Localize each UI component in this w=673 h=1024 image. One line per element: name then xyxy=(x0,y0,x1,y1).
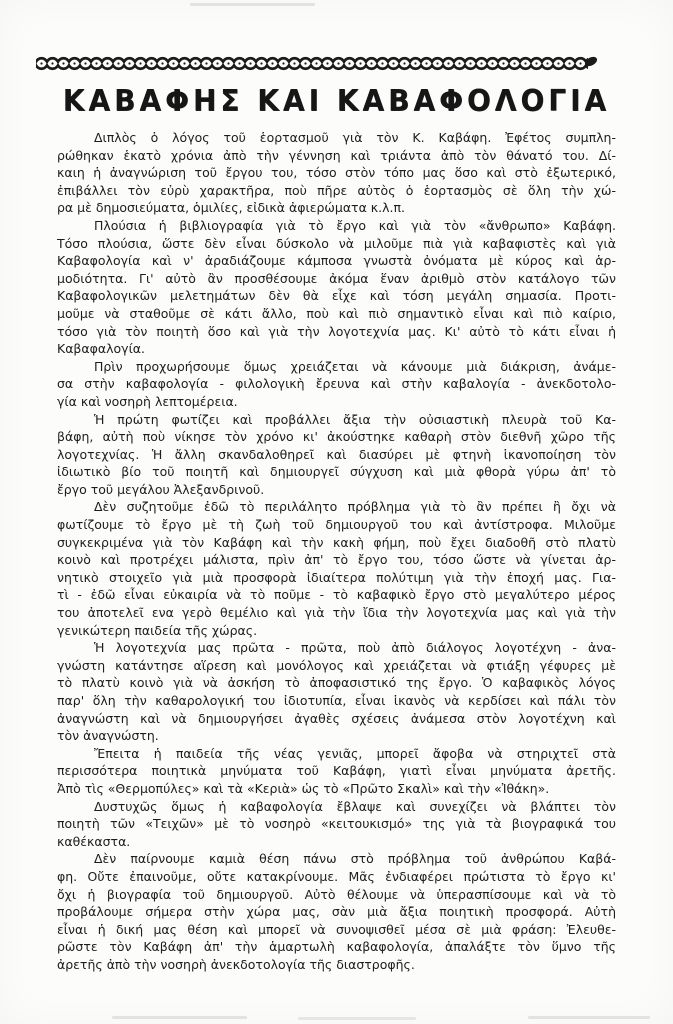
text-line: βάφη, αὐτὴ ποὺ νίκησε τὸν χρόνο κι' ἀκούστηκε καθαρὴ στὸν διεθνῆ χῶρο τῆς xyxy=(57,429,616,445)
text-line: σα στὴν καβαφολογία - φιλολογικὴ ἔρευνα καὶ στὴν καβαλογία - ἀνεκδοτολο- xyxy=(57,376,616,392)
text-line: παρ' ὅλη τὴν καθαρολογική του ἰδιοτυπία, εἶναι ἱκανὸς νὰ κερδίσει καὶ πάλι τὸν xyxy=(57,693,616,708)
text-line: Πρὶν προχωρήσουμε ὅμως χρειάζεται νὰ κάνουμε μιὰ διάκριση, ἀνάμε- xyxy=(94,358,616,374)
paragraph xyxy=(57,639,616,745)
text-line: προβάλουμε σήμερα στὴν χώρα μας, σὰν μιὰ ἄξια ποιητικὴ προσφορά. Αὐτὴ xyxy=(57,904,616,920)
text-line: εἶναι ἡ δική μας θέση καὶ μπορεῖ νὰ συνοψισθεῖ μέσα σὲ μιὰ φράση: Ἐλευθε- xyxy=(57,921,616,937)
text-line: ἀρετῆς ἀπὸ τὴν νοσηρὴ ἀνεκδοτολογία τῆς διαστροφῆς. xyxy=(57,956,415,972)
text-line: Διπλὸς ὁ λόγος τοῦ ἑορτασμοῦ γιὰ τὸν Κ. Καβάφη. Ἐφέτος συμπλη- xyxy=(94,130,616,145)
text-line: ποιητὴ τῶν «Τειχῶν» μὲ τὸ νοσηρὸ «κειτουκισμό» της γιὰ τὰ βιογραφικά του xyxy=(57,816,616,832)
text-line: Καβαφολογικῶν μελετημάτων δὲν θὰ εἶχε καὶ τόση μεγάλη σημασία. Προτι- xyxy=(57,288,616,304)
paragraph xyxy=(57,411,616,499)
text-line: ἀναγνώστη καὶ νὰ δημιουργήσει ἀγαθὲς σχέσεις ἀνάμεσα στὸν λογοτέχνη καὶ xyxy=(57,710,616,726)
paragraph xyxy=(57,798,616,851)
text-line: τὸ πλατὺ κοινὸ γιὰ νὰ ἀσκήση τὸ ἀποφασιστικό της ἔργο. Ὁ καβαφικὸς λόγος xyxy=(57,675,616,691)
text-line: Δυστυχῶς ὅμως ἡ καβαφολογία ἔβλαψε καὶ συνεχίζει νὰ βλάπτει τὸν xyxy=(94,798,616,814)
text-line: Δὲν παίρνουμε καμιὰ θέση πάνω στὸ πρόβλημα τοῦ ἀνθρώπου Καβά- xyxy=(94,851,616,867)
text-line: καθέκαστα. xyxy=(57,833,131,849)
braid-rule-ornament xyxy=(36,55,599,72)
text-line: ἔργο τοῦ μεγάλου Ἀλεξανδρινοῦ. xyxy=(57,481,265,497)
text-line: μοῦμε νὰ σταθοῦμε σὲ κάτι ἄλλο, ποὺ καὶ πιὸ σημαντικὸ εἶναι καὶ πιὸ καίριο, xyxy=(57,305,616,321)
text-line: ρώθηκαν ἑκατὸ χρόνια ἀπὸ τὴν γέννηση καὶ τριάντα ἀπὸ τὸν θάνατό του. Δί- xyxy=(57,147,616,163)
braid-pattern-icon xyxy=(36,55,599,72)
scan-artifact xyxy=(528,1016,650,1019)
text-line: Τόσο πλούσια, ὥστε δὲν εἶναι δύσκολο νὰ μιλοῦμε πιὰ γιὰ καβαφιστὲς καὶ γιὰ xyxy=(57,235,616,251)
text-line: γνώστη κατάντησε αἵρεση καὶ μονόλογος καὶ χρειάζεται νὰ φτιάξη γέφυρες μὲ xyxy=(57,657,616,673)
scan-artifact xyxy=(298,1017,416,1020)
paragraph xyxy=(57,129,616,217)
text-line: Ἔπειτα ἡ παιδεία τῆς νέας γενιᾶς, μπορεῖ ἄφοβα νὰ στηριχτεῖ στὰ xyxy=(94,745,616,761)
text-line: Πλούσια ἡ βιβλιογραφία γιὰ τὸ ἔργο καὶ γιὰ τὸν «ἄνθρωπο» Καβάφη. xyxy=(94,217,616,233)
paragraph xyxy=(57,498,616,639)
scan-artifact xyxy=(112,1016,247,1019)
text-line: περισσότερα ποιητικὰ μηνύματα τοῦ Καβάφη, γιατὶ εἶναι μηνύματα ἀρετῆς. xyxy=(57,763,616,779)
page-title: ΚΑΒΑΦΗΣ ΚΑΙ ΚΑΒΑΦΟΛΟΓΙΑ xyxy=(62,83,611,118)
text-line: τόσο γιὰ τὸν ποιητὴ ὅσο καὶ γιὰ τὴν λογοτεχνία μας. Κι' αὐτὸ τὸ κάτι εἶναι ἡ xyxy=(57,323,616,339)
text-line: φωτίζουμε τὸ ἔργο μὲ τὴ ζωὴ τοῦ δημιουργοῦ του καὶ ἀντίστροφα. Μιλοῦμε xyxy=(57,517,616,533)
text-line: Δὲν συζητοῦμε ἐδῶ τὸ περιλάλητο πρόβλημα γιὰ τὸ ἂν πρέπει ἢ ὄχι νὰ xyxy=(94,499,616,515)
text-line: μοδιότητα. Γι' αὐτὸ ἂν προσθέσουμε ἀκόμα ἕναν ἀριθμὸ στὸν κατάλογο τῶν xyxy=(57,270,616,286)
text-line: Καβαφαλογία. xyxy=(57,341,146,357)
text-line: ρα μὲ δημοσιεύματα, ὁμιλίες, εἰδικὰ ἀφιερώματα κ.λ.π. xyxy=(57,200,406,216)
text-line: γία καὶ νοσηρὴ λεπτομέρεια. xyxy=(57,393,238,409)
text-line: κοινὸ καὶ προτρέχει μάλιστα, πρὶν ἀπ' τὸ ἔργο του, τόσο ὥστε νὰ γίνεται ἀρ- xyxy=(57,552,616,568)
text-line: τὸν ἀναγνώστη. xyxy=(57,728,159,744)
text-line: τὶ - ἐδῶ εἶναι εὐκαιρία νὰ τὸ ποῦμε - τὸ καβαφικὸ ἔργο στὸ μεγαλύτερο μέρος xyxy=(57,587,616,603)
text-line: του ἀποτελεῖ ενα γερὸ θεμέλιο καὶ γιὰ τὴν ἴδια τὴν λογοτεχνία μας καὶ γιὰ τὴν xyxy=(57,605,616,621)
paragraph xyxy=(57,358,616,411)
text-line: φη. Οὔτε ἐπαινοῦμε, οὔτε κατακρίνουμε. Μᾶς ἐνδιαφέρει πρώτιστα τὸ ἔργο κι' xyxy=(57,868,616,884)
text-line: Καβαφολογία καὶ ν' ἀραδιάζουμε κάμποσα γνωστὰ ὀνόματα μὲ κύρος καὶ ἁρ- xyxy=(57,253,616,269)
text-line: ἰδιωτικὸ βίο τοῦ ποιητῆ καὶ δημιουργεῖ σύγχυση καὶ μιὰ φθορὰ γύρω ἀπ' τὸ xyxy=(57,464,616,480)
paragraph xyxy=(57,850,616,973)
text-line: Ἡ λογοτεχνία μας πρῶτα - πρῶτα, ποὺ ἀπὸ διάλογος λογοτέχνη - ἀνα- xyxy=(94,640,616,656)
text-line: Ἀπὸ τὶς «Θερμοπύλες» καὶ τὰ «Κεριὰ» ὡς τὸ «Πρῶτο Σκαλὶ» καὶ τὴν «Ἰθάκη». xyxy=(57,780,550,796)
text-line: ἐπιβάλλει τὸν εὐρὺ χαρακτῆρα, ποὺ πῆρε αὐτὸς ὁ ἑορτασμὸς σὲ ὅλη τὴν χώ- xyxy=(57,182,616,198)
text-line: καιη ἡ ἀναγνώριση τοῦ ἔργου του, τόσο στὸν τόπο μας ὅσο καὶ στὸ ἐξωτερικό, xyxy=(57,165,616,181)
paragraph xyxy=(57,745,616,798)
text-line: ὄχι ἡ βιογραφία τοῦ δημιουργοῦ. Αὐτὸ θέλουμε νὰ ὑπερασπίσουμε καὶ νὰ τὸ xyxy=(57,886,616,902)
text-line: λογοτεχνίας. Ἡ ἄλλη σκανδαλοθηρεῖ καὶ διασύρει μὲ φτηνὴ ἱκανοποίηση τὸν xyxy=(57,446,616,462)
article-body xyxy=(57,129,616,974)
text-line: ρῶστε τὸν Καβάφη ἀπ' τὴν ἁμαρτωλὴ καβαφολογία, ἀπαλάξτε τὸν ὕμνο τῆς xyxy=(57,939,616,955)
text-line: γενικώτερη παιδεία τῆς χώρας. xyxy=(57,622,258,638)
text-line: νητικὸ στοιχεῖο γιὰ μιὰ προσφορὰ ἰδιαίτερα πολύτιμη γιὰ τὴν ἐποχή μας. Για- xyxy=(57,569,616,585)
paragraph xyxy=(57,217,616,358)
text-line: συγκεκριμένα γιὰ τὸν Καβάφη καὶ τὴν κακὴ φήμη, ποὺ ἔχει διαδοθῆ στὸ πλατὺ xyxy=(57,534,616,550)
scan-artifact xyxy=(190,3,315,6)
text-line: Ἡ πρώτη φωτίζει καὶ προβάλλει ἄξια τὴν οὐσιαστικὴ πλευρὰ τοῦ Κα- xyxy=(94,411,616,427)
